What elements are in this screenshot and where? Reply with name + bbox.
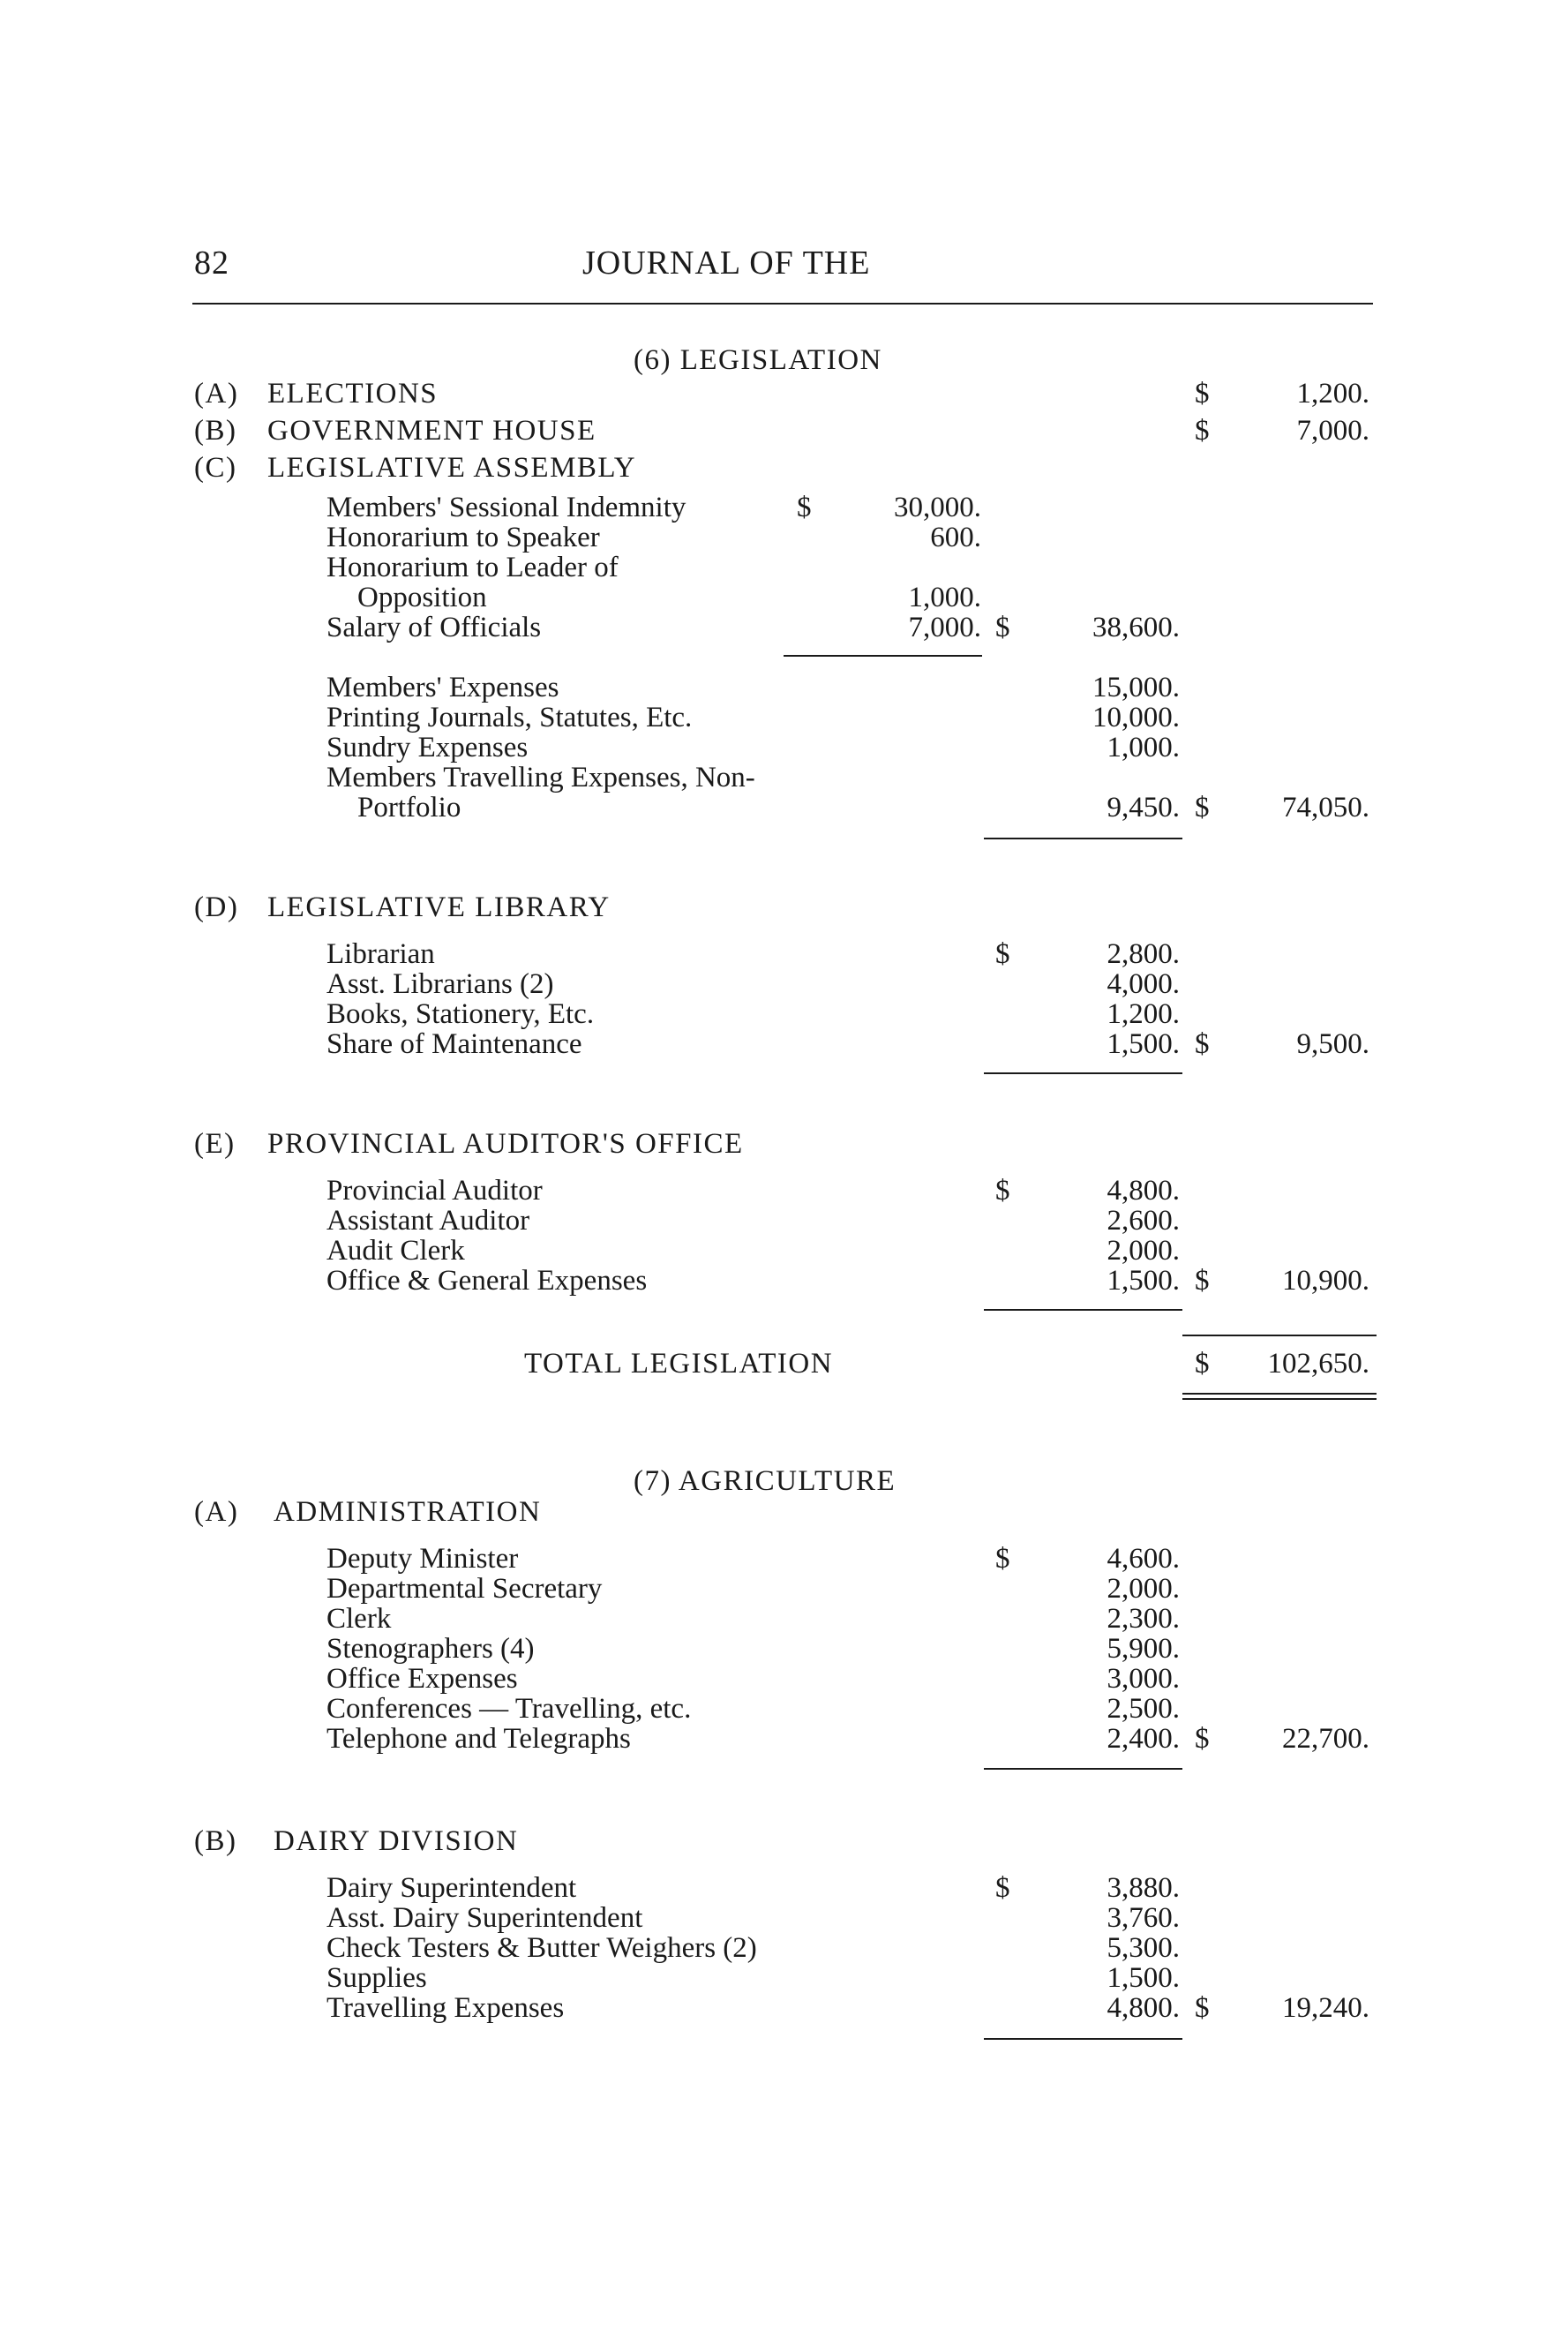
section-total-dollar: $: [1195, 1723, 1210, 1755]
line-item-amount: 9,450.: [1107, 792, 1180, 824]
line-item-amount: 1,200.: [1107, 998, 1180, 1030]
section-total-amount: 10,900.: [1282, 1265, 1369, 1297]
line-item-label: Opposition: [357, 582, 487, 613]
line-item-amount: 1,000.: [1107, 732, 1180, 763]
line-item-amount: 2,000.: [1107, 1573, 1180, 1605]
assembly-label: LEGISLATIVE ASSEMBLY: [267, 452, 637, 484]
line-item-amount: 2,600.: [1107, 1205, 1180, 1237]
line-item-amount: 5,900.: [1107, 1633, 1180, 1665]
grand-total-double-rule-1: [1182, 1393, 1377, 1395]
subtotal-rule: [784, 655, 982, 657]
grand-total-double-rule-2: [1182, 1398, 1377, 1400]
government-house-letter: (B): [194, 415, 237, 447]
line-item-label: Departmental Secretary: [326, 1573, 603, 1605]
line-item-dollar: $: [995, 1175, 1010, 1207]
line-item-label: Portfolio: [357, 792, 461, 824]
dairy-letter: (B): [194, 1825, 237, 1857]
line-item-label: Members Travelling Expenses, Non-: [326, 762, 755, 793]
line-item-amount: 4,800.: [1107, 1175, 1180, 1207]
line-item-amount: 1,000.: [908, 582, 981, 613]
line-item-amount: 2,500.: [1107, 1693, 1180, 1725]
section-total-rule: [984, 1072, 1182, 1074]
administration-letter: (A): [194, 1496, 239, 1528]
elections-amount: 1,200.: [1296, 378, 1369, 410]
line-item-amount: 4,600.: [1107, 1543, 1180, 1575]
line-item-label: Provincial Auditor: [326, 1175, 543, 1207]
line-item-amount: 1,500.: [1107, 1265, 1180, 1297]
line-item-label: Members' Expenses: [326, 672, 559, 703]
line-item-label: Office Expenses: [326, 1663, 518, 1695]
auditor-label: PROVINCIAL AUDITOR'S OFFICE: [267, 1128, 744, 1160]
line-item-label: Sundry Expenses: [326, 732, 529, 763]
line-item-amount: 4,000.: [1107, 968, 1180, 1000]
section-total-dollar: $: [1195, 792, 1210, 824]
administration-label: ADMINISTRATION: [274, 1496, 542, 1528]
line-item-amount: 3,880.: [1107, 1872, 1180, 1904]
page-title: JOURNAL OF THE: [582, 244, 871, 282]
line-item-label: Asst. Librarians (2): [326, 968, 554, 1000]
line-item-label: Share of Maintenance: [326, 1028, 582, 1060]
government-house-label: GOVERNMENT HOUSE: [267, 415, 596, 447]
line-item-label: Honorarium to Speaker: [326, 522, 600, 553]
line-item-amount: 5,300.: [1107, 1932, 1180, 1964]
assembly-letter: (C): [194, 452, 237, 484]
line-item-label: Stenographers (4): [326, 1633, 535, 1665]
elections-label: ELECTIONS: [267, 378, 439, 410]
elections-dollar: $: [1195, 378, 1210, 410]
elections-letter: (A): [194, 378, 239, 410]
line-item-amount: 3,000.: [1107, 1663, 1180, 1695]
line-item-label: Audit Clerk: [326, 1235, 465, 1267]
line-item-label: Honorarium to Leader of: [326, 552, 619, 583]
line-item-amount: 2,400.: [1107, 1723, 1180, 1755]
line-item-dollar: $: [797, 492, 812, 523]
section-total-rule: [984, 838, 1182, 839]
government-house-dollar: $: [1195, 415, 1210, 447]
line-item-label: Librarian: [326, 938, 435, 970]
line-item-label: Clerk: [326, 1603, 392, 1635]
line-item-label: Dairy Superintendent: [326, 1872, 577, 1904]
line-item-dollar: $: [995, 938, 1010, 970]
grand-total-dollar: $: [1195, 1348, 1210, 1380]
line-item-amount: 1,500.: [1107, 1028, 1180, 1060]
agriculture-heading: (7) AGRICULTURE: [634, 1465, 897, 1497]
library-letter: (D): [194, 891, 239, 923]
grand-total-amount: 102,650.: [1267, 1348, 1369, 1380]
line-item-amount: 7,000.: [908, 612, 981, 643]
government-house-amount: 7,000.: [1296, 415, 1369, 447]
subtotal-dollar: $: [995, 612, 1010, 643]
line-item-dollar: $: [995, 1872, 1010, 1904]
grand-total-label: TOTAL LEGISLATION: [524, 1348, 834, 1380]
line-item-label: Deputy Minister: [326, 1543, 519, 1575]
grand-total-top-rule: [1182, 1335, 1377, 1336]
section-total-amount: 19,240.: [1282, 1992, 1369, 2024]
page-number: 82: [194, 244, 229, 282]
section-total-rule: [984, 2038, 1182, 2040]
section-total-dollar: $: [1195, 1265, 1210, 1297]
section-total-rule: [984, 1309, 1182, 1311]
line-item-amount: 2,800.: [1107, 938, 1180, 970]
line-item-amount: 2,300.: [1107, 1603, 1180, 1635]
header-rule: [192, 303, 1373, 305]
subtotal-amount: 38,600.: [1092, 612, 1180, 643]
section-total-amount: 22,700.: [1282, 1723, 1369, 1755]
line-item-label: Travelling Expenses: [326, 1992, 565, 2024]
section-total-rule: [984, 1768, 1182, 1770]
line-item-label: Conferences — Travelling, etc.: [326, 1693, 692, 1725]
line-item-dollar: $: [995, 1543, 1010, 1575]
legislation-heading: (6) LEGISLATION: [634, 344, 882, 376]
section-total-amount: 9,500.: [1296, 1028, 1369, 1060]
line-item-amount: 30,000.: [894, 492, 981, 523]
line-item-label: Assistant Auditor: [326, 1205, 530, 1237]
line-item-label: Members' Sessional Indemnity: [326, 492, 686, 523]
line-item-label: Check Testers & Butter Weighers (2): [326, 1932, 757, 1964]
line-item-amount: 4,800.: [1107, 1992, 1180, 2024]
line-item-label: Printing Journals, Statutes, Etc.: [326, 702, 693, 733]
line-item-label: Supplies: [326, 1962, 427, 1994]
dairy-label: DAIRY DIVISION: [274, 1825, 519, 1857]
line-item-amount: 10,000.: [1092, 702, 1180, 733]
line-item-amount: 15,000.: [1092, 672, 1180, 703]
line-item-label: Telephone and Telegraphs: [326, 1723, 631, 1755]
section-total-dollar: $: [1195, 1992, 1210, 2024]
library-label: LEGISLATIVE LIBRARY: [267, 891, 611, 923]
section-total-amount: 74,050.: [1282, 792, 1369, 824]
line-item-label: Asst. Dairy Superintendent: [326, 1902, 643, 1934]
auditor-letter: (E): [194, 1128, 236, 1160]
line-item-label: Salary of Officials: [326, 612, 542, 643]
line-item-amount: 3,760.: [1107, 1902, 1180, 1934]
line-item-amount: 1,500.: [1107, 1962, 1180, 1994]
line-item-amount: 600.: [930, 522, 981, 553]
line-item-amount: 2,000.: [1107, 1235, 1180, 1267]
line-item-label: Office & General Expenses: [326, 1265, 648, 1297]
line-item-label: Books, Stationery, Etc.: [326, 998, 595, 1030]
section-total-dollar: $: [1195, 1028, 1210, 1060]
